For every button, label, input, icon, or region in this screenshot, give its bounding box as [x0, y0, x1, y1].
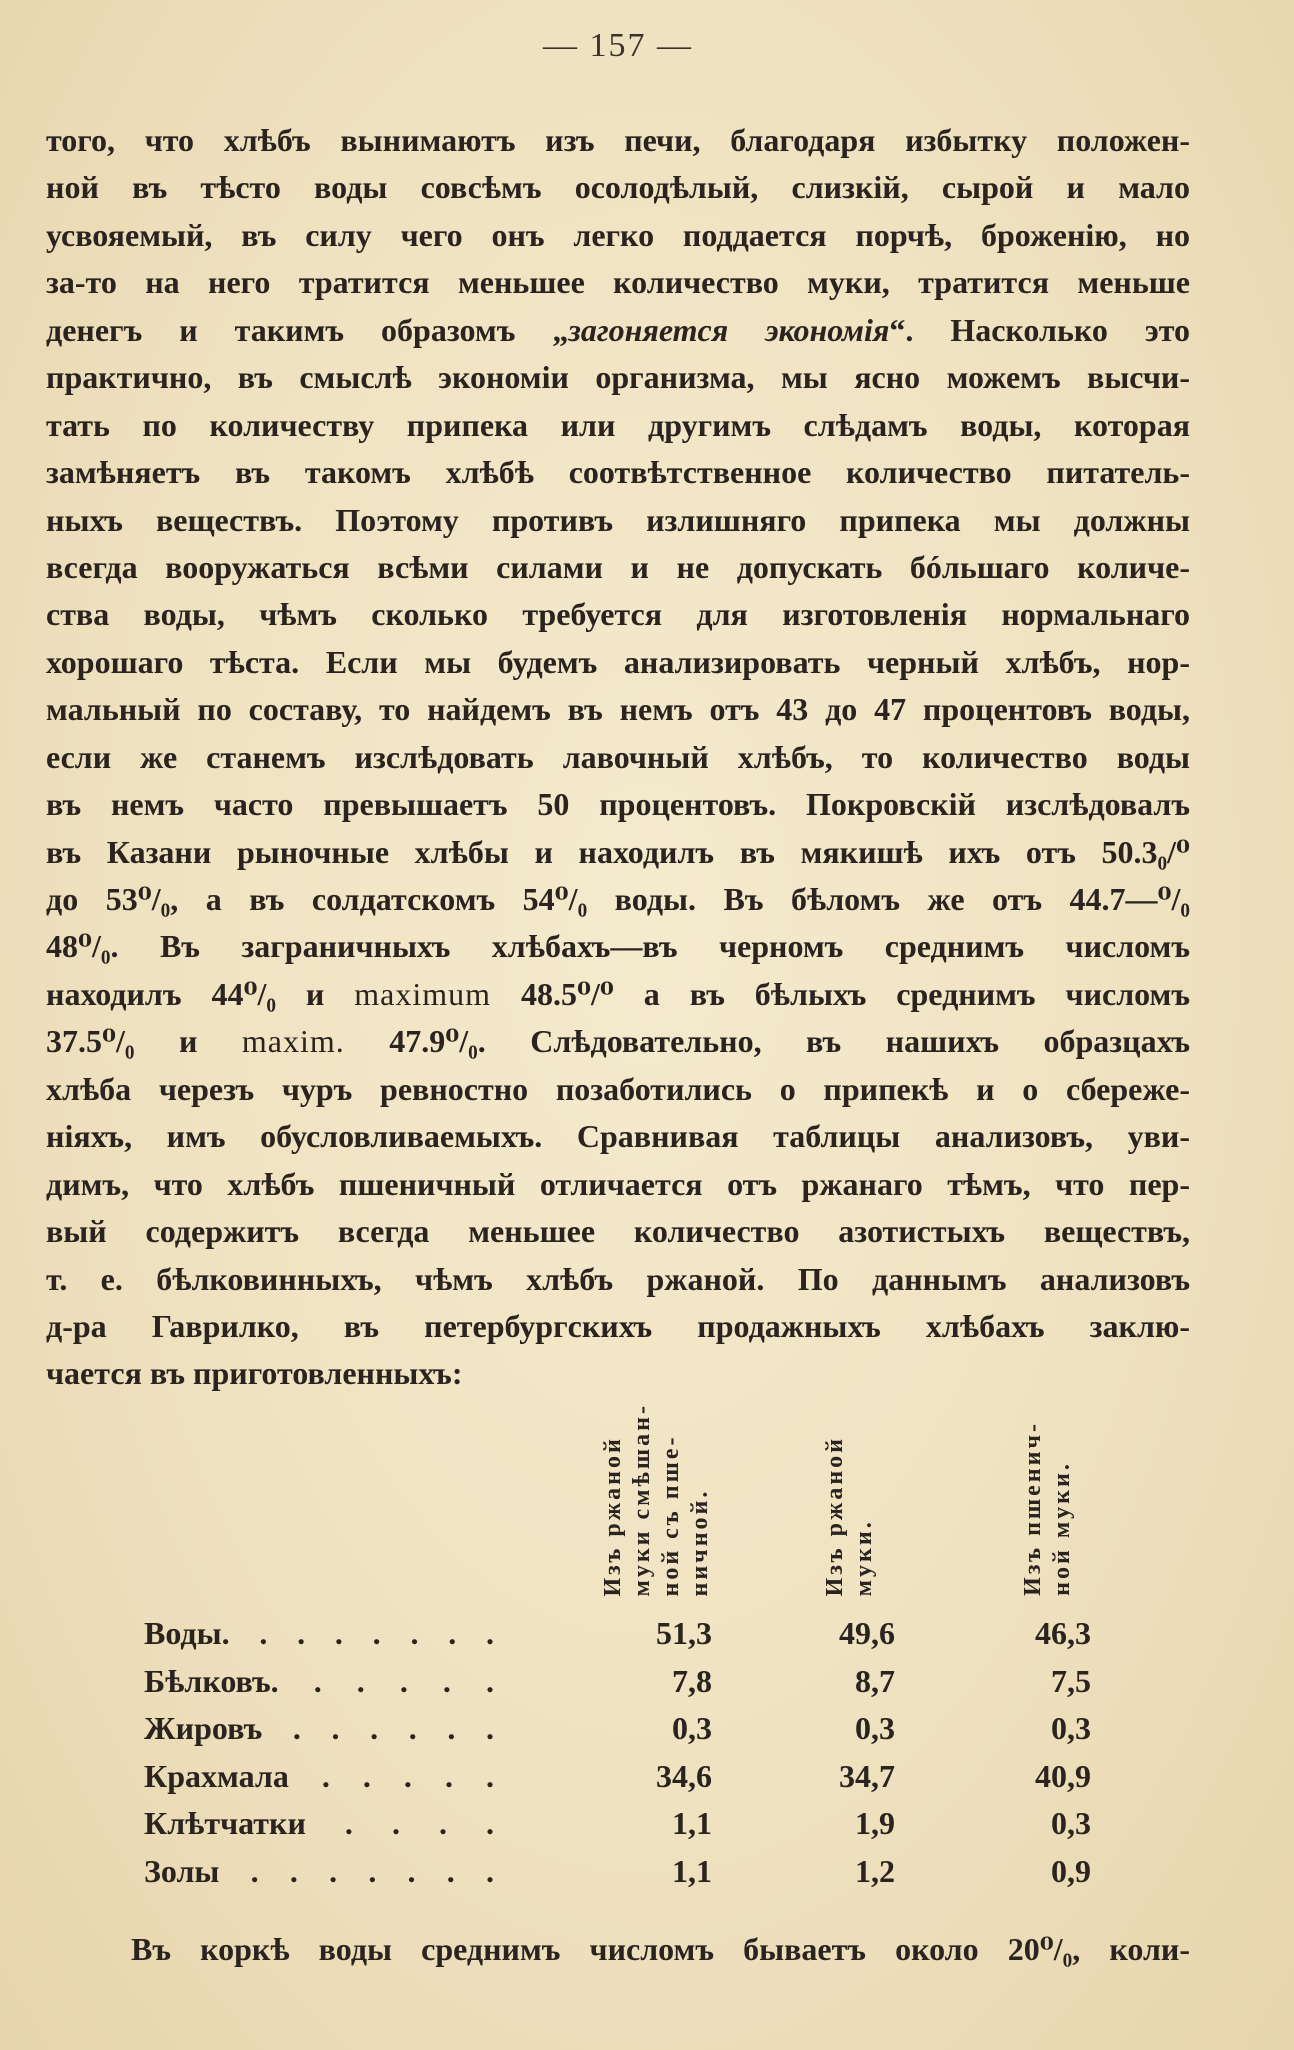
header-line: Изъ ржаной — [600, 1435, 626, 1596]
text-line: если же станемъ изслѣдовать лавочный хлѣбъ, то количество воды — [46, 738, 1190, 775]
line-segment: “. Насколько это — [889, 311, 1190, 348]
text-line: въ Казани рыночные хлѣбы и находилъ въ мякишѣ ихъ отъ 50.3₀/⁰ — [46, 833, 1190, 870]
table-row — [0, 1753, 1294, 1801]
cell-value: 0,3 — [855, 1710, 895, 1747]
text-line: хорошаго тѣста. Если мы будемъ анализировать черный хлѣбъ, нор- — [46, 643, 1190, 680]
line-segment: 48.5⁰/⁰ а въ бѣлыхъ среднимъ числомъ — [491, 975, 1190, 1012]
line-segment: 47.9⁰/₀. Слѣдовательно, въ нашихъ образцахъ — [344, 1023, 1190, 1060]
row-label: Золы . . . . . . . — [144, 1852, 494, 1889]
header-line: муки смѣшан- — [629, 1402, 655, 1596]
line-segment: находилъ 44⁰/₀ и — [46, 975, 355, 1012]
text-line: ныхъ веществъ. Поэтому противъ излишняго припека мы должны — [46, 501, 1190, 538]
cell-value: 1,9 — [855, 1805, 895, 1842]
table-header — [0, 1400, 1294, 1600]
header-line: Изъ ржаной — [822, 1435, 848, 1596]
text-line — [46, 971, 1190, 1018]
table-row — [0, 1848, 1294, 1896]
row-label: Бѣлковъ. . . . . . — [144, 1662, 494, 1699]
text-line — [46, 1018, 1190, 1065]
cell-value: 0,3 — [1051, 1710, 1091, 1747]
row-label: Жировъ . . . . . . — [144, 1710, 494, 1747]
cell-value: 0,3 — [1051, 1805, 1091, 1842]
cell-value: 0,9 — [1051, 1852, 1091, 1889]
text-line: всегда вооружаться всѣми силами и не допускать бóльшаго количе- — [46, 548, 1190, 585]
cell-value: 8,7 — [855, 1662, 895, 1699]
row-label: Воды. . . . . . . . — [144, 1615, 494, 1651]
header-line: ничной. — [687, 1488, 713, 1596]
cell-value: 49,6 — [839, 1615, 895, 1651]
text-line: въ немъ часто превышаетъ 50 процентовъ. Покровскій изслѣдовалъ — [46, 786, 1190, 823]
column-header-wheat-flour — [1019, 1421, 1077, 1596]
cell-value: 1,1 — [672, 1805, 712, 1842]
column-header-rye-flour — [821, 1436, 879, 1596]
table-row — [0, 1610, 1294, 1658]
text-line: димъ, что хлѣбъ пшеничный отличается отъ ржанаго тѣмъ, что пер- — [46, 1165, 1190, 1202]
text-line: т. е. бѣлковинныхъ, чѣмъ хлѣбъ ржаной. По даннымъ анализовъ — [46, 1260, 1190, 1297]
header-line: ной муки. — [1049, 1461, 1075, 1596]
cell-value: 34,7 — [839, 1757, 895, 1794]
cell-value: 1,1 — [672, 1852, 712, 1889]
row-label: Крахмала . . . . . — [144, 1757, 494, 1794]
cell-value: 40,9 — [1035, 1757, 1091, 1794]
cell-value: 7,8 — [672, 1662, 712, 1699]
cell-value: 7,5 — [1051, 1662, 1091, 1699]
cell-value: 51,3 — [656, 1615, 712, 1651]
header-line: Изъ пшенич- — [1020, 1421, 1046, 1596]
table-row — [0, 1658, 1294, 1706]
cell-value: 46,3 — [1035, 1615, 1091, 1651]
cell-value: 1,2 — [855, 1852, 895, 1889]
text-line: вый содержитъ всегда меньшее количество азотистыхъ веществъ, — [46, 1213, 1190, 1250]
header-line: ной съ пше- — [658, 1433, 684, 1596]
italic-phrase: загоняется экономія — [568, 311, 890, 348]
table-row — [0, 1705, 1294, 1753]
row-label: Клѣтчатки . . . . — [144, 1805, 494, 1842]
text-line: ніяхъ, имъ обусловливаемыхъ. Сравнивая таблицы анализовъ, уви- — [46, 1118, 1190, 1155]
closing-paragraph-line: Въ коркѣ воды среднимъ числомъ бываетъ около 20⁰/₀, коли- — [131, 1931, 1190, 1967]
page-number: — 157 — — [543, 27, 693, 64]
text-line: до 53⁰/₀, а въ солдатскомъ 54⁰/₀ воды. Въ бѣломъ же отъ 44.7—⁰/₀ — [46, 881, 1190, 917]
line-segment: 37.5⁰/₀ и — [46, 1023, 242, 1060]
text-line: мальный по составу, то найдемъ въ немъ отъ 43 до 47 процентовъ воды, — [46, 691, 1190, 728]
text-line: практично, въ смыслѣ экономіи организма, мы ясно можемъ высчи- — [46, 359, 1190, 396]
cell-value: 34,6 — [656, 1757, 712, 1794]
column-header-mixed-flour — [599, 1403, 715, 1597]
text-line: ной въ тѣсто воды совсѣмъ осолодѣлый, слизкій, сырой и мало — [46, 169, 1190, 206]
text-line: за-то на него тратится меньшее количество муки, тратится меньше — [46, 264, 1190, 301]
text-line: того, что хлѣбъ вынимаютъ изъ печи, благодаря избытку положен- — [46, 122, 1190, 158]
text-line: 48⁰/₀. Въ заграничныхъ хлѣбахъ—въ черномъ среднимъ числомъ — [46, 928, 1190, 965]
text-line: хлѣба черезъ чуръ ревностно позаботились о припекѣ и о сбереже- — [46, 1070, 1190, 1107]
body-text — [46, 117, 1190, 1398]
text-line — [46, 307, 1190, 354]
text-line: чается въ приготовленныхъ: — [46, 1355, 463, 1392]
composition-table — [0, 1610, 1294, 1896]
text-line: ства воды, чѣмъ сколько требуется для изготовленія нормальнаго — [46, 596, 1190, 633]
text-line: замѣняетъ въ такомъ хлѣбѣ соотвѣтственное количество питатель- — [46, 454, 1190, 491]
text-line: тать по количеству припека или другимъ слѣдамъ воды, которая — [46, 406, 1190, 443]
header-line: муки. — [851, 1518, 877, 1596]
text-line: усвояемый, въ силу чего онъ легко поддается порчѣ, броженію, но — [46, 216, 1190, 253]
table-row — [0, 1800, 1294, 1848]
latin-word: maximum — [354, 975, 492, 1012]
cell-value: 0,3 — [672, 1710, 712, 1747]
text-line: д-ра Гаврилко, въ петербургскихъ продажныхъ хлѣбахъ заклю- — [46, 1307, 1190, 1344]
line-segment: денегъ и такимъ образомъ „ — [46, 311, 569, 348]
latin-word: maxim. — [241, 1023, 345, 1060]
